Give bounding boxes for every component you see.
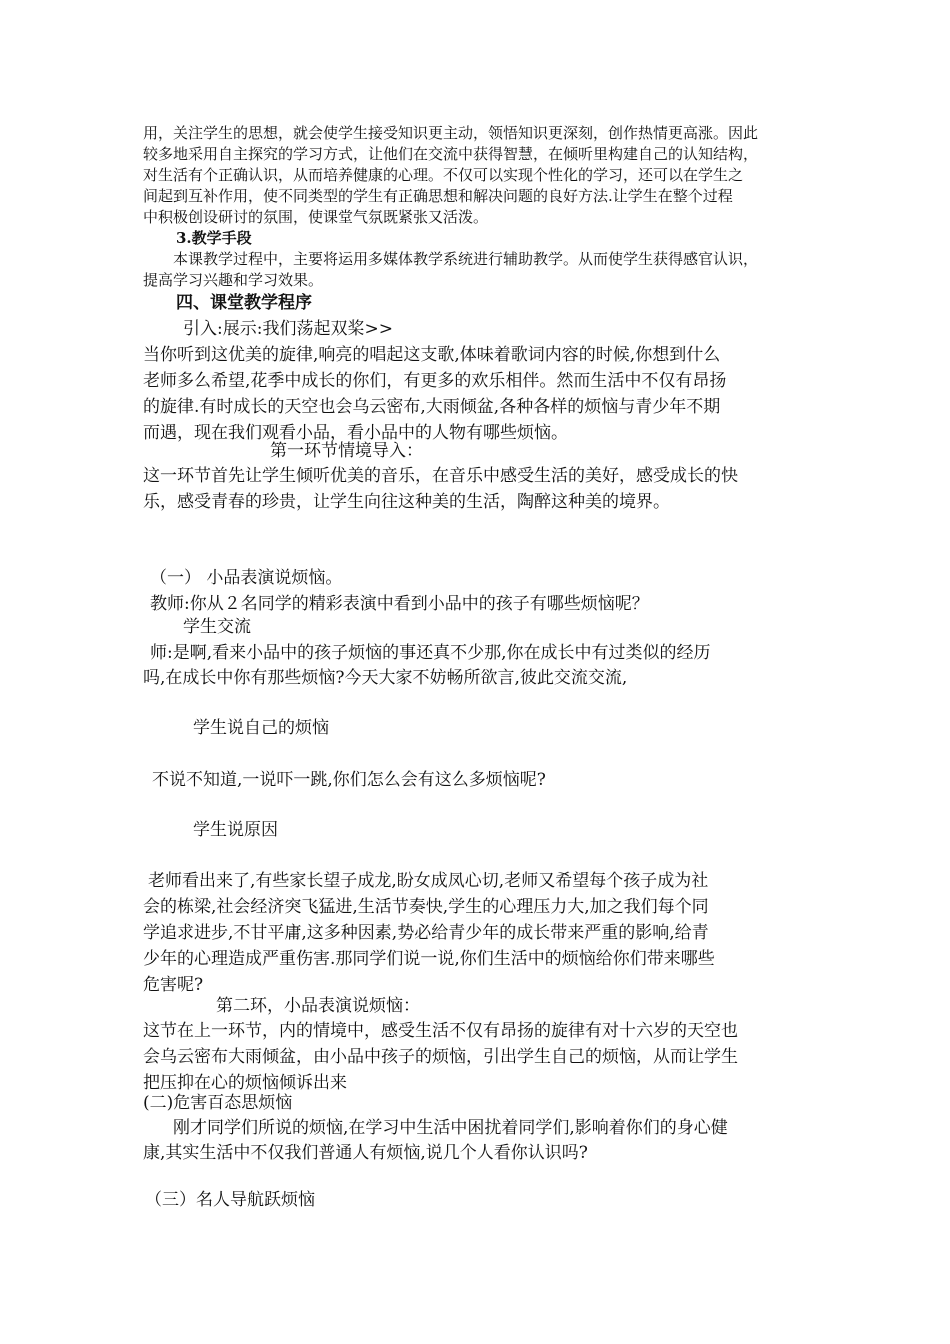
paragraph-line: 提高学习兴趣和学习效果。 [143,271,324,289]
part2-heading: (二)危害百态思烦恼 [143,1093,293,1113]
paragraph-line: 间起到互补作用，使不同类型的学生有正确思想和解决问题的良好方法.让学生在整个过程 [143,187,733,205]
paragraph-line: 的旋律.有时成长的天空也会乌云密布,大雨倾盆,各种各样的烦恼与青少年不期 [143,397,721,417]
students-exchange: 学生交流 [183,617,251,637]
paragraph-line: 康,其实生活中不仅我们普通人有烦恼,说几个人看你认识吗? [143,1143,588,1163]
teacher-question: 教师:你从２名同学的精彩表演中看到小品中的孩子有哪些烦恼呢？ [150,594,649,614]
link1-title: 第一环节情境导入： [270,441,423,461]
paragraph-line: 把压抑在心的烦恼倾诉出来 [143,1073,347,1093]
section-heading-procedure: 四、课堂教学程序 [176,293,312,313]
students-reasons: 学生说原因 [193,820,278,840]
paragraph-line: 刚才同学们所说的烦恼,在学习中生活中困扰着同学们,影响着你们的身心健 [173,1118,728,1138]
paragraph-line: 这节在上一环节，内的情境中，感受生活不仅有昂扬的旋律有对十六岁的天空也 [143,1021,738,1041]
paragraph-line: 会的栋梁,社会经济突飞猛进,生活节奏快,学生的心理压力大,加之我们每个同 [143,897,709,917]
surprise-line: 不说不知道,一说吓一跳,你们怎么会有这么多烦恼呢? [152,770,546,790]
paragraph-line: 中积极创设研讨的氛围，使课堂气氛既紧张又活泼。 [143,208,489,226]
paragraph-line: 当你听到这优美的旋律,响亮的唱起这支歌,体味着歌词内容的时候,你想到什么 [143,345,721,365]
paragraph-line: 吗,在成长中你有那些烦恼?今天大家不妨畅所欲言,彼此交流交流, [143,668,628,688]
part1-heading: （一） 小品表演说烦恼。 [150,568,343,588]
link2-title: 第二环，小品表演说烦恼： [216,996,420,1016]
paragraph-line: 用，关注学生的思想，就会使学生接受知识更主动，领悟知识更深刻，创作热情更高涨。因此 [143,124,759,142]
section-heading-teaching-means: 3.教学手段 [176,229,252,247]
paragraph-line: 较多地采用自主探究的学习方式，让他们在交流中获得智慧，在倾听里构建自己的认知结构， [143,145,759,163]
paragraph-line: 老师看出来了,有些家长望子成龙,盼女成凤心切,老师又希望每个孩子成为社 [148,871,709,891]
paragraph-line: 师:是啊,看来小品中的孩子烦恼的事还真不少那,你在成长中有过类似的经历 [150,643,711,663]
paragraph-line: 对生活有个正确认识，从而培养健康的心理。不仅可以实现个性化的学习，还可以在学生之 [143,166,744,184]
paragraph-line: 这一环节首先让学生倾听优美的音乐，在音乐中感受生活的美好，感受成长的快 [143,466,738,486]
part3-heading: （三）名人导航跃烦恼 [145,1190,315,1210]
paragraph-line: 而遇，现在我们观看小品，看小品中的人物有哪些烦恼。 [143,423,568,443]
paragraph-line: 少年的心理造成严重伤害.那同学们说一说,你们生活中的烦恼给你们带来哪些 [143,949,715,969]
paragraph-line: 会乌云密布大雨倾盆，由小品中孩子的烦恼，引出学生自己的烦恼，从而让学生 [143,1047,738,1067]
paragraph-line: 老师多么希望,花季中成长的你们，有更多的欢乐相伴。然而生活中不仅有昂扬 [143,371,727,391]
paragraph-line: 学追求进步,不甘平庸,这多种因素,势必给青少年的成长带来严重的影响,给青 [143,923,709,943]
paragraph-line: 乐，感受青春的珍贵，让学生向往这种美的生活，陶醉这种美的境界。 [143,492,670,512]
paragraph-line: 危害呢? [143,975,204,995]
intro-line: 引入:展示:我们荡起双桨>> [183,319,393,339]
paragraph-line: 本课教学过程中，主要将运用多媒体教学系统进行辅助教学。从而使学生获得感官认识， [173,250,759,268]
students-troubles: 学生说自己的烦恼 [193,718,329,738]
